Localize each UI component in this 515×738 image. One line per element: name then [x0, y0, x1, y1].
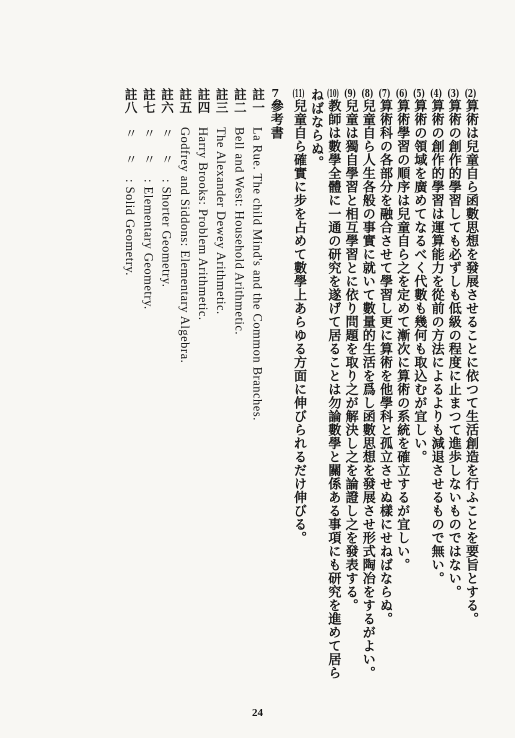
item-number: (5)	[412, 88, 425, 99]
item-number: (10)	[326, 88, 339, 99]
reference-text: Godfrey and Siddons: Elementary Algebra.	[177, 127, 192, 364]
reference-text: The Alexander Dewey Arithmetic.	[214, 127, 229, 315]
item-number: (3)	[447, 88, 460, 99]
reference-note: 註六	[159, 88, 175, 114]
reference-text: 〃 〃 : Shorter Geometry.	[159, 127, 174, 288]
reference-text: Bell and West: Household Arithmetic.	[232, 127, 247, 336]
reference-item	[176, 88, 194, 688]
list-item	[410, 88, 427, 688]
list-item	[359, 88, 376, 688]
reference-note: 註一	[250, 88, 266, 114]
item-text: 算術學習の順序は兒童自ら之を定めて漸次に算術の系統を確立するが宜しい。	[394, 99, 410, 572]
item-text: 算術は兒童自ら函數思想を發展させることに依つて生活創造を行ふことを要旨とする。	[463, 99, 478, 626]
reference-note: 註五	[177, 88, 193, 114]
reference-item	[248, 88, 266, 688]
list-item	[462, 88, 479, 688]
reference-item	[121, 88, 139, 688]
reference-note: 註三	[214, 88, 230, 114]
section-heading	[267, 88, 284, 688]
reference-note: 註二	[232, 88, 248, 114]
page-number: 24	[252, 707, 263, 719]
item-number: (11)	[292, 88, 305, 99]
vertical-text-block	[121, 88, 479, 688]
reference-note: 註八	[123, 88, 139, 114]
reference-note: 註四	[195, 88, 211, 114]
reference-item	[194, 88, 212, 688]
section-title: 參考書	[267, 99, 283, 140]
item-text: 算術の創作的學習しても必ずしも低級の程度に止まつて進歩しないものではない。	[445, 99, 461, 599]
reference-text: Harry Brooks: Problem Arithmetic.	[195, 127, 210, 321]
item-number: (9)	[344, 88, 357, 99]
item-number: (6)	[395, 88, 408, 99]
item-number: (7)	[378, 88, 391, 99]
list-item	[427, 88, 444, 688]
reference-item	[212, 88, 230, 688]
list-item	[445, 88, 462, 688]
reference-item	[139, 88, 157, 688]
item-text: 算術科の各部分を融合させて學習し更に算術を他學科と孤立させぬ樣にせねばならぬ。	[376, 99, 392, 626]
reference-item	[157, 88, 175, 688]
reference-note: 註七	[141, 88, 157, 114]
item-number: (4)	[430, 88, 443, 99]
item-text: 兒童自ら人生各般の事實に就いて數量的生活を爲し函數思想を發展させ形式陶冶をするがよい。	[359, 99, 375, 680]
reference-text: 〃 〃 : Solid Geometry.	[123, 127, 138, 276]
list-item	[290, 88, 307, 688]
list-item	[376, 88, 393, 688]
item-number: (2)	[464, 88, 477, 99]
item-text: 兒童自ら確實に步を占めて數學上あらゆる方面に伸びられるだけ伸びる。	[290, 99, 306, 545]
item-text: 算術の領域を廣めてなるべく代數も幾何も取込むが宜しい。	[411, 99, 427, 464]
reference-item	[230, 88, 248, 688]
list-item	[307, 88, 341, 688]
list-item	[341, 88, 358, 688]
reference-text: La Rue. The child Mind's and the Common Branches.	[250, 127, 265, 421]
item-text: 算術の創作的學習は運算能力を從前の方法によるよりも減退させるもので無い。	[428, 99, 444, 585]
item-text: 兒童は獨自學習と相互學習とに依り問題を取り之が解決し之を論證し之を發表する。	[342, 99, 358, 612]
reference-text: 〃 〃 : Elementary Geometry.	[141, 127, 156, 310]
item-text: 教師は數學全體に一通の研究を遂げて居ることは勿論數學と關係ある事項にも研究を進めて居らねばならぬ。	[308, 88, 341, 680]
list-item	[393, 88, 410, 688]
section-number: 7	[271, 88, 280, 99]
item-number: (8)	[361, 88, 374, 99]
